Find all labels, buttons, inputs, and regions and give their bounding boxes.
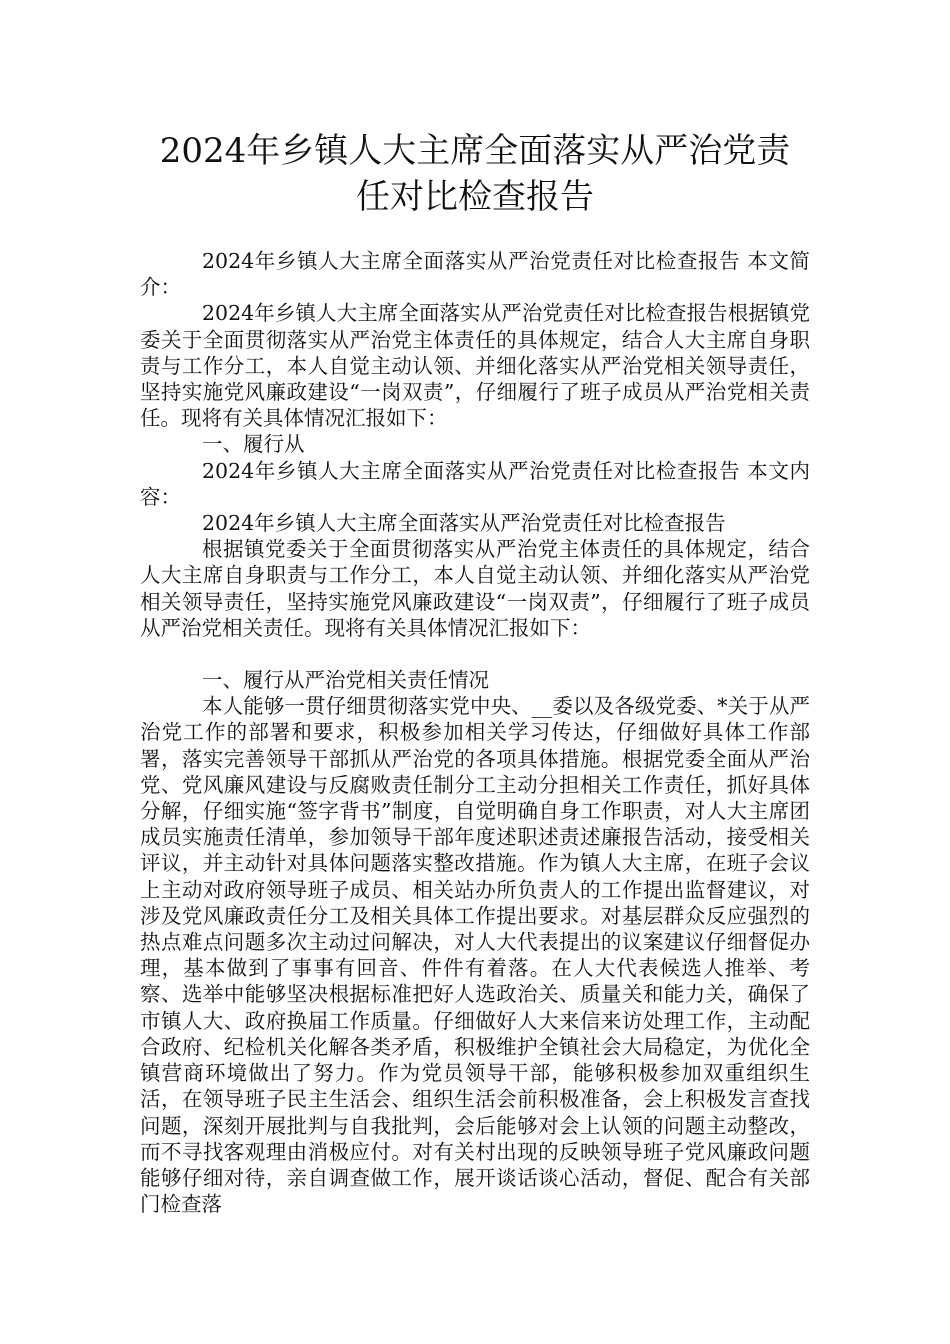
content-title: 2024年乡镇人大主席全面落实从严治党责任对比检查报告 <box>202 511 726 536</box>
document-body <box>140 248 810 1217</box>
paragraph-spacer <box>140 641 810 667</box>
content-opening-paragraph: 根据镇党委关于全面贯彻落实从严治党主体责任的具体规定，结合人大主席自身职责与工作分工，本人自觉主动认领、并细化落实从严治党相关领导责任，坚持实施党风廉政建设“一岗双责”，仔细履行了班子成员从严治党相关责任。现将有关具体情况汇报如下： <box>140 537 810 640</box>
intro-paragraph: 2024年乡镇人大主席全面落实从严治党责任对比检查报告根据镇党委关于全面贯彻落实从严治党主体责任的具体规定，结合人大主席自身职责与工作分工，本人自觉主动认领、并细化落实从严治党相关领导责任，坚持实施党风廉政建设“一岗双责”，仔细履行了班子成员从严治党相关责任。现将有关具体情况汇报如下： <box>140 301 810 431</box>
section-heading-1: 一、履行从严治党相关责任情况 <box>202 668 489 693</box>
content-heading: 2024年乡镇人大主席全面落实从严治党责任对比检查报告 本文内容： <box>140 458 810 509</box>
intro-section-fragment: 一、履行从 <box>202 432 305 457</box>
document-title <box>100 128 850 220</box>
title-line-1: 2024年乡镇人大主席全面落实从严治党责 <box>159 131 791 171</box>
intro-heading: 2024年乡镇人大主席全面落实从严治党责任对比检查报告 本文简介： <box>140 249 810 300</box>
title-line-2: 任对比检查报告 <box>356 177 594 217</box>
section-1-paragraph: 本人能够一贯仔细贯彻落实党中央、__委以及各级党委、*关于从严治党工作的部署和要求，积极参加相关学习传达，仔细做好具体工作部署，落实完善领导干部抓从严治党的各项具体措施。根据党委全面从严治党、党风廉风建设与反腐败责任制分工主动分担相关工作责任，抓好具体分解，仔细实施“签字背书”制度，自觉明确自身工作职责，对人大主席团成员实施责任清单，参加领导干部年度述职述责述廉报告活动，接受相关评议，并主动针对具体问题落实整改措施。作为镇人大主席，在班子会议上主动对政府领导班子成员、相关站办所负责人的工作提出监督建议，对涉及党风廉政责任分工及相关具体工作提出要求。对基层群众反应强烈的热点难点问题多次主动过问解决，对人大代表提出的议案建议仔细督促办理，基本做到了事事有回音、件件有着落。在人大代表候选人推举、考察、选举中能够坚决根据标准把好人选政治关、质量关和能力关，确保了市镇人大、政府换届工作质量。仔细做好人大来信来访处理工作，主动配合政府、纪检机关化解各类矛盾，积极维护全镇社会大局稳定，为优化全镇营商环境做出了努力。作为党员领导干部，能够积极参加双重组织生活，在领导班子民主生活会、组织生活会前积极准备，会上积极发言查找问题，深刻开展批判与自我批判，会后能够对会上认领的问题主动整改，而不寻找客观理由消极应付。对有关村出现的反映领导班子党风廉政问题能够仔细对待，亲自调查做工作，展开谈话谈心活动，督促、配合有关部门检查落 <box>140 694 810 1217</box>
